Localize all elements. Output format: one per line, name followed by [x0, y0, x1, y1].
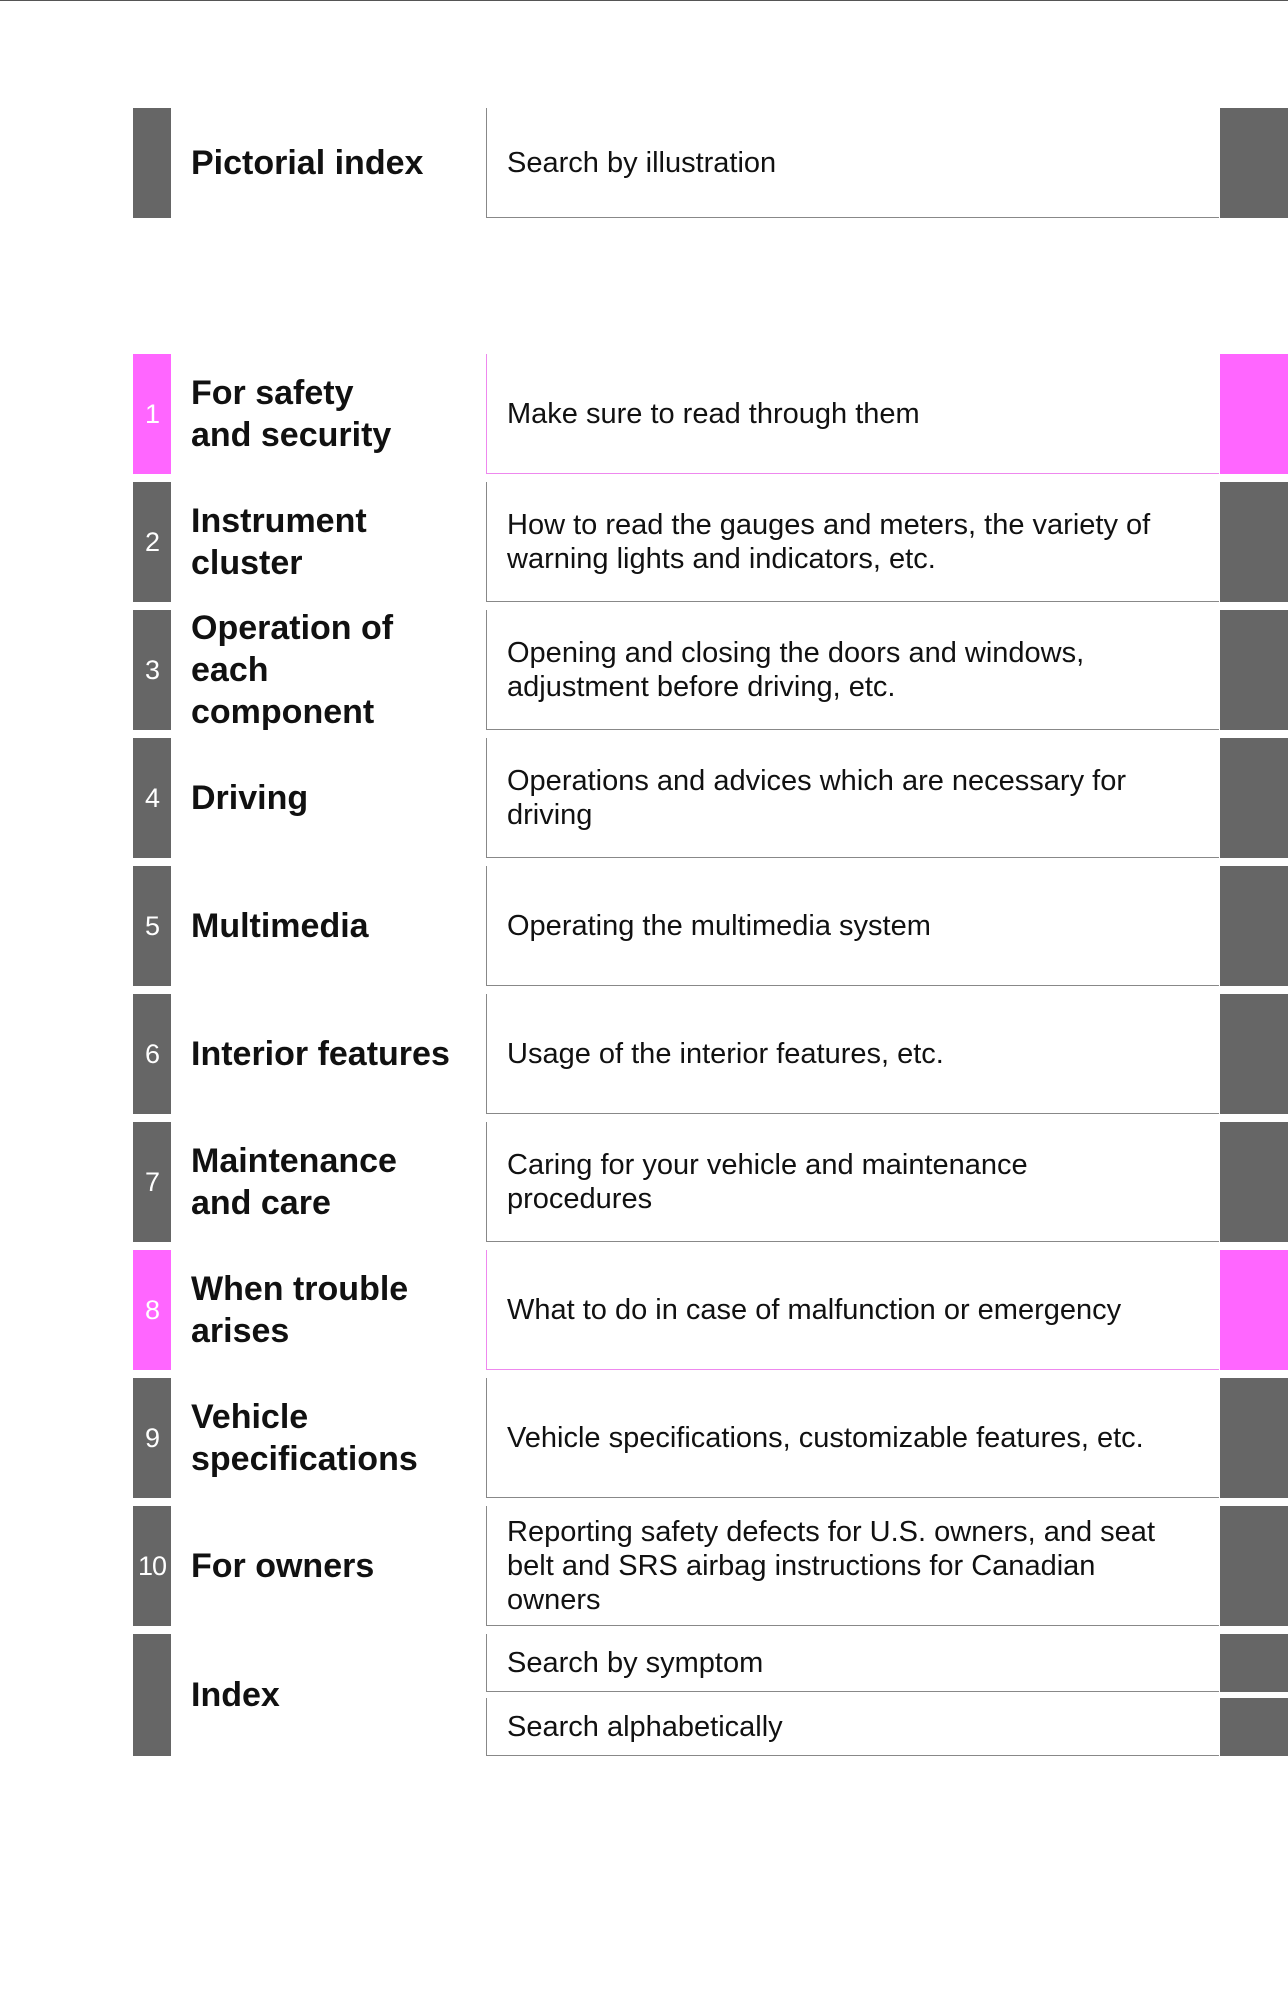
section-index[interactable]: [0, 1634, 1288, 1756]
chapter-number: 2: [133, 482, 171, 602]
chapter-description: Usage of the interior features, etc.: [486, 994, 1219, 1114]
chapter-edge-tab: [1220, 1250, 1288, 1370]
chapter-edge-tab: [1220, 1122, 1288, 1242]
chapter-description: Operations and advices which are necessary for driving: [486, 738, 1219, 858]
section-pictorial-index[interactable]: [0, 108, 1288, 218]
chapter-number: 7: [133, 1122, 171, 1242]
section-edge-tab: [1220, 1698, 1288, 1756]
chapter-description: What to do in case of malfunction or emergency: [486, 1250, 1219, 1370]
chapter-number: 1: [133, 354, 171, 474]
chapter-row-4[interactable]: [0, 738, 1288, 858]
chapter-title: Interior features: [191, 1035, 450, 1073]
chapter-edge-tab: [1220, 866, 1288, 986]
chapter-description: How to read the gauges and meters, the variety of warning lights and indicators, etc.: [486, 482, 1219, 602]
chapter-title: Maintenance and care: [191, 1142, 397, 1222]
chapter-number: 9: [133, 1378, 171, 1498]
chapter-title: For owners: [191, 1547, 375, 1585]
chapter-title: Driving: [191, 779, 309, 817]
chapter-description: Opening and closing the doors and windows, adjustment before driving, etc.: [486, 610, 1219, 730]
chapter-edge-tab: [1220, 994, 1288, 1114]
chapter-description: Caring for your vehicle and maintenance procedures: [486, 1122, 1219, 1242]
chapter-edge-tab: [1220, 482, 1288, 602]
chapter-title: Instrument cluster: [191, 502, 367, 582]
chapter-row-10[interactable]: [0, 1506, 1288, 1626]
chapter-row-7[interactable]: [0, 1122, 1288, 1242]
chapter-row-1[interactable]: [0, 354, 1288, 474]
chapter-title: Multimedia: [191, 907, 369, 945]
chapter-number: 8: [133, 1250, 171, 1370]
chapter-number: 10: [133, 1506, 171, 1626]
chapter-edge-tab: [1220, 1378, 1288, 1498]
section-description: Search by illustration: [486, 108, 1219, 218]
chapter-description: Make sure to read through them: [486, 354, 1219, 474]
chapter-title: Operation of each component: [191, 609, 394, 731]
chapter-edge-tab: [1220, 738, 1288, 858]
chapter-number: 4: [133, 738, 171, 858]
chapter-row-5[interactable]: [0, 866, 1288, 986]
chapter-edge-tab: [1220, 610, 1288, 730]
chapter-row-3[interactable]: [0, 610, 1288, 730]
section-edge-tab: [1220, 1634, 1288, 1692]
section-tab: [133, 1634, 171, 1756]
section-title: Pictorial index: [191, 144, 424, 182]
top-rule: [0, 0, 1288, 1]
chapter-edge-tab: [1220, 354, 1288, 474]
chapter-row-9[interactable]: [0, 1378, 1288, 1498]
chapter-description: Operating the multimedia system: [486, 866, 1219, 986]
section-edge-tab: [1220, 108, 1288, 218]
chapter-title: When trouble arises: [191, 1270, 409, 1350]
chapter-row-2[interactable]: [0, 482, 1288, 602]
chapter-number: 5: [133, 866, 171, 986]
chapter-row-8[interactable]: [0, 1250, 1288, 1370]
chapter-edge-tab: [1220, 1506, 1288, 1626]
index-search-by-symptom[interactable]: Search by symptom: [486, 1634, 1219, 1692]
chapter-number: 6: [133, 994, 171, 1114]
section-title: Index: [191, 1676, 280, 1714]
chapter-description: Reporting safety defects for U.S. owners, and seat belt and SRS airbag instructions for Canadian owners: [486, 1506, 1219, 1626]
chapter-row-6[interactable]: [0, 994, 1288, 1114]
chapter-title: Vehicle specifications: [191, 1398, 418, 1478]
index-search-alphabetically[interactable]: Search alphabetically: [486, 1698, 1219, 1756]
chapter-title: For safety and security: [191, 374, 392, 454]
section-tab: [133, 108, 171, 218]
chapter-number: 3: [133, 610, 171, 730]
chapter-description: Vehicle specifications, customizable features, etc.: [486, 1378, 1219, 1498]
